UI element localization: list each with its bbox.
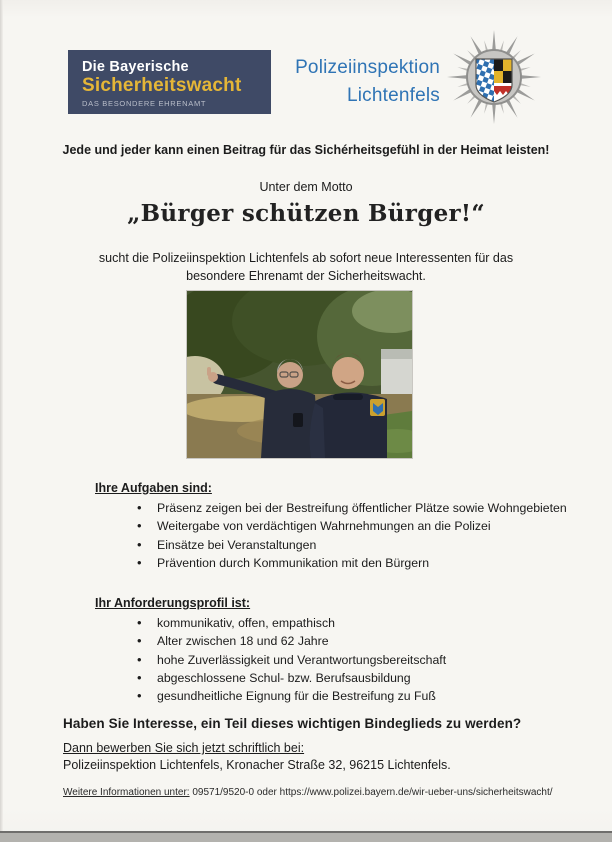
station-line2: Lichtenfels	[346, 85, 440, 106]
scan-edge-shadow	[0, 0, 3, 842]
scan-bottom-strip	[0, 833, 612, 842]
aufgaben-list	[137, 499, 567, 572]
list-item: • abgeschlossene Schul- bzw. Berufsausbildung	[137, 669, 446, 687]
logo-line1: Die Bayerische	[82, 59, 189, 75]
list-item: • Einsätze bei Veranstaltungen	[137, 536, 567, 554]
logo-line2: Sicherheitswacht	[82, 75, 242, 96]
list-item: • hohe Zuverlässigkeit und Verantwortungsbereitschaft	[137, 651, 446, 669]
motto-headline: „Bürger schützen Bürger!“	[127, 200, 485, 227]
list-item: • kommunikativ, offen, empathisch	[137, 614, 446, 632]
list-item: • Weitergabe von verdächtigen Wahrnehmungen an die Polizei	[137, 517, 567, 535]
list-item: • Prävention durch Kommunikation mit den Bürgern	[137, 554, 567, 572]
motto-label: Unter dem Motto	[259, 180, 353, 194]
cta-apply-label: Dann bewerben Sie sich jetzt schriftlich bei:	[63, 741, 305, 755]
photo-sicherheitswacht-polizist	[187, 291, 412, 458]
cta-info-line	[63, 787, 553, 798]
section-heading-aufgaben: Ihre Aufgaben sind:	[95, 481, 212, 495]
logo-line3: DAS BESONDERE EHRENAMT	[82, 99, 207, 108]
anforderungsprofil-list	[137, 614, 446, 705]
list-item: • Präsenz zeigen bei der Bestreifung öffentlicher Plätze sowie Wohngebieten	[137, 499, 567, 517]
section-heading-anforderungsprofil: Ihr Anforderungsprofil ist:	[95, 596, 251, 610]
bavarian-police-star-icon	[438, 28, 548, 128]
intro-paragraph-line1: sucht die Polizeiinspektion Lichtenfels ab sofort neue Interessenten für das	[98, 251, 514, 265]
station-line1: Polizeiinspektion	[295, 57, 440, 78]
station-name	[270, 54, 440, 110]
cta-address: Polizeiinspektion Lichtenfels, Kronacher Straße 32, 96215 Lichtenfels.	[63, 758, 451, 772]
intro-paragraph	[0, 250, 612, 285]
cta-info-label: Weitere Informationen unter:	[63, 787, 190, 798]
lead-sentence: Jede und jeder kann einen Beitrag für das Sichérheitsgefühl in der Heimat leisten!	[62, 143, 550, 157]
list-item: • Alter zwischen 18 und 62 Jahre	[137, 632, 446, 650]
list-item: • gesundheitliche Eignung für die Bestreifung zu Fuß	[137, 687, 446, 705]
cta-info-text: 09571/9520-0 oder https://www.polizei.bayern.de/wir-ueber-uns/sicherheitswacht/	[189, 787, 553, 798]
cta-question: Haben Sie Interesse, ein Teil dieses wichtigen Bindeglieds zu werden?	[63, 716, 522, 731]
intro-paragraph-line2: besondere Ehrenamt der Sicherheitswacht.	[186, 268, 426, 283]
sicherheitswacht-logo	[68, 50, 271, 114]
